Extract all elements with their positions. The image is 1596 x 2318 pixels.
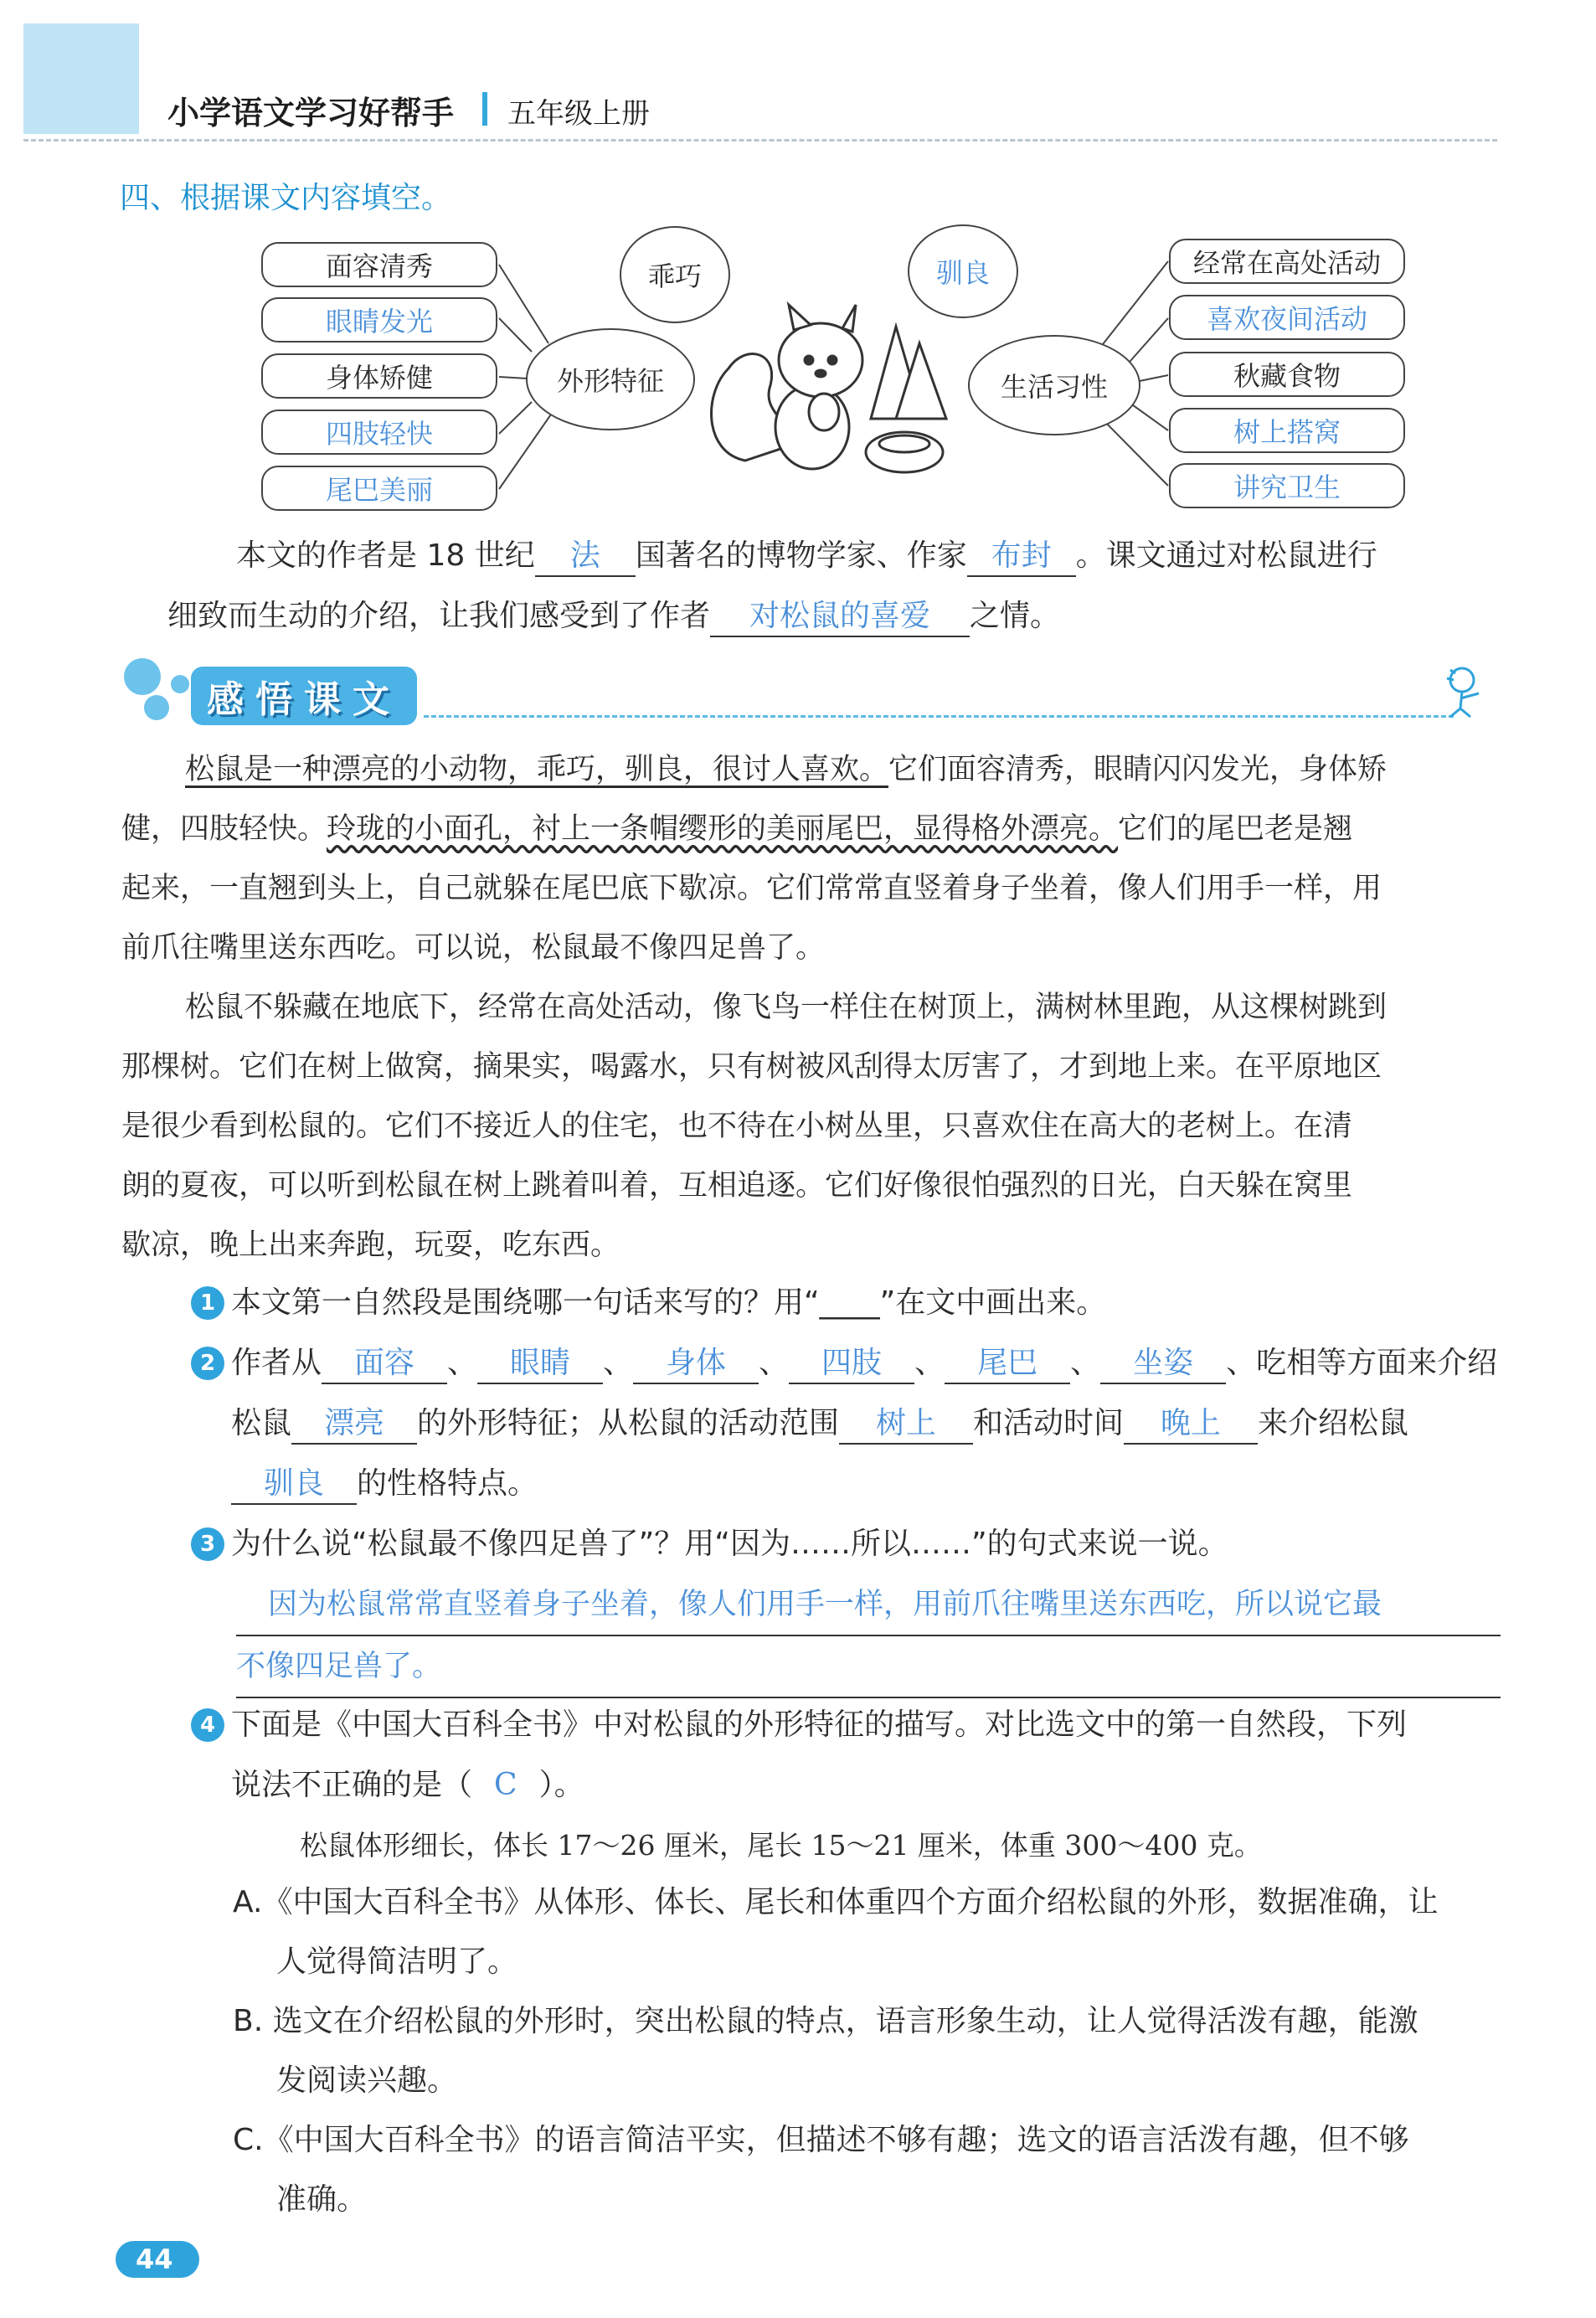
banner-dashed-line xyxy=(424,715,1454,718)
reading-child-icon xyxy=(1435,658,1499,722)
question-number-1: 1 xyxy=(191,1286,224,1320)
q2-blank-1: 面容 xyxy=(322,1344,447,1384)
page-number: 44 xyxy=(116,2241,199,2278)
q2-text: 松鼠 xyxy=(231,1406,292,1440)
left-pill-2: 眼睛发光 xyxy=(261,297,497,343)
q2-blank-time: 晚上 xyxy=(1124,1404,1258,1445)
fill-text: 之情。 xyxy=(970,599,1061,633)
q2-blank-trait: 驯良 xyxy=(231,1465,357,1505)
banner-bubble xyxy=(124,658,161,695)
cloud-docile: 驯良 xyxy=(908,224,1018,318)
q2-sep: 、 xyxy=(759,1346,790,1380)
question-2-line-3 xyxy=(231,1454,1504,1514)
right-pill-5: 讲究卫生 xyxy=(1169,463,1405,508)
cloud-clever: 乖巧 xyxy=(620,226,730,323)
banner-bubble xyxy=(171,675,189,693)
option-b-line-2: 发阅读兴趣。 xyxy=(276,2063,458,2098)
question-3-text: 为什么说“松鼠最不像四足兽了”？用“因为……所以……”的句式来说一说。 xyxy=(231,1527,1228,1561)
q2-sep: 、 xyxy=(1070,1346,1101,1380)
option-b-line-1: B. 选文在介绍松鼠的外形时，突出松鼠的特点，语言形象生动，让人觉得活泼有趣，能激 xyxy=(233,2004,1418,2038)
option-c-line-2: 准确。 xyxy=(276,2182,368,2217)
passage-line: 歇凉，晚上出来奔跑，玩耍，吃东西。 xyxy=(121,1229,620,1262)
encyclopedia-quote: 松鼠体形细长，体长 17～26 厘米，尾长 15～21 厘米，体重 300～400 克。 xyxy=(300,1829,1262,1862)
q4-text: 说法不正确的是（ xyxy=(231,1768,473,1802)
topic-sentence: 松鼠是一种漂亮的小动物，乖巧，驯良，很讨人喜欢。 xyxy=(185,753,889,786)
q2-blank-look: 漂亮 xyxy=(291,1404,417,1445)
passage-text: 它们的尾巴老是翘 xyxy=(1118,812,1353,846)
question-4-text-line-2 xyxy=(231,1755,1504,1816)
fill-line-2 xyxy=(167,586,1499,646)
fill-text: 。课文通过对松鼠进行 xyxy=(1075,538,1377,573)
passage-paragraph-2 xyxy=(121,978,1499,1275)
passage-line: 那棵树。它们在树上做窝，摘果实，喝露水，只有树被风刮得太厉害了，才到地上来。在平原地区 xyxy=(121,1050,1382,1084)
q2-text: 来介绍松鼠 xyxy=(1258,1406,1409,1440)
question-number-4: 4 xyxy=(191,1708,224,1742)
passage-text: 它们面容清秀，眼睛闪闪发光，身体矫 xyxy=(888,753,1387,786)
q2-sep: 、 xyxy=(603,1346,634,1380)
q4-answer: C xyxy=(494,1768,517,1802)
book-title: 小学语文学习好帮手 xyxy=(167,95,455,131)
q2-blank-4: 四肢 xyxy=(789,1344,914,1384)
question-number-3: 3 xyxy=(191,1527,224,1561)
left-pill-3: 身体矫健 xyxy=(261,353,497,399)
q2-text: 和活动时间 xyxy=(973,1406,1125,1440)
right-pill-2: 喜欢夜间活动 xyxy=(1169,295,1405,340)
cloud-appearance: 外形特征 xyxy=(526,328,695,430)
option-a-line-1: A.《中国大百科全书》从体形、体长、尾长和体重四个方面介绍松鼠的外形，数据准确，让 xyxy=(233,1885,1439,1919)
passage-text: 健，四肢轻快。 xyxy=(121,812,327,846)
option-a-line-2: 人觉得简洁明了。 xyxy=(276,1945,518,1979)
q2-blank-2: 眼睛 xyxy=(477,1344,603,1384)
passage-line: 前爪往嘴里送东西吃。可以说，松鼠最不像四足兽了。 xyxy=(121,931,826,965)
blank-country: 法 xyxy=(535,537,636,577)
q2-blank-6: 坐姿 xyxy=(1100,1344,1226,1384)
right-pill-3: 秋藏食物 xyxy=(1169,352,1405,397)
passage-line: 朗的夏夜，可以听到松鼠在树上跳着叫着，互相追逐。它们好像很怕强烈的日光，白天躲在窝里 xyxy=(121,1169,1353,1203)
q4-text: ）。 xyxy=(538,1768,584,1802)
q2-blank-range: 树上 xyxy=(839,1404,973,1445)
fill-line-1 xyxy=(236,526,1501,586)
fill-text: 国著名的博物学家、作家 xyxy=(635,538,967,573)
right-pill-1: 经常在高处活动 xyxy=(1169,239,1405,284)
q2-blank-3: 身体 xyxy=(633,1344,759,1384)
blank-feeling: 对松鼠的喜爱 xyxy=(710,597,970,637)
q2-sep: 、 xyxy=(447,1346,478,1380)
question-4-text-line-1: 下面是《中国大百科全书》中对松鼠的外形特征的描写。对比选文中的第一自然段，下列 xyxy=(231,1708,1408,1742)
grade-label: 五年级上册 xyxy=(507,97,650,131)
q2-text: 、吃相等方面来介绍 xyxy=(1226,1346,1498,1380)
question-2-line-2 xyxy=(231,1393,1504,1454)
banner-title: 感悟课文 xyxy=(207,678,401,721)
left-pill-4: 四肢轻快 xyxy=(261,410,497,455)
banner-bubble xyxy=(144,695,169,720)
passage-paragraph-1 xyxy=(121,740,1499,978)
question-2-line-1 xyxy=(231,1333,1504,1393)
left-pill-1: 面容清秀 xyxy=(261,242,497,287)
q2-text: 作者从 xyxy=(231,1346,322,1380)
fill-text: 本文的作者是 18 世纪 xyxy=(236,538,535,573)
passage-line: 松鼠不躲藏在地底下，经常在高处活动，像飞鸟一样住在树顶上，满树林里跑，从这棵树跳到 xyxy=(185,991,1387,1024)
q2-text: 的外形特征；从松鼠的活动范围 xyxy=(417,1406,840,1440)
blank-author: 布封 xyxy=(967,537,1076,577)
passage-line: 是很少看到松鼠的。它们不接近人的住宅，也不待在小树丛里，只喜欢住在高大的老树上。在清 xyxy=(121,1110,1353,1143)
option-c-line-1: C.《中国大百科全书》的语言简洁平实，但描述不够有趣；选文的语言活泼有趣，但不够 xyxy=(233,2123,1409,2157)
right-pill-4: 树上搭窝 xyxy=(1169,408,1405,453)
question-3-answer-line-2: 不像四足兽了。 xyxy=(236,1636,1501,1698)
q2-sep: 、 xyxy=(914,1346,945,1380)
question-3-answer-line-1: 因为松鼠常常直竖着身子坐着，像人们用手一样，用前爪往嘴里送东西吃，所以说它最 xyxy=(236,1574,1501,1636)
left-pill-5: 尾巴美丽 xyxy=(261,466,497,511)
section-banner xyxy=(191,667,417,725)
passage-line: 起来，一直翘到头上，自己就躲在尾巴底下歇凉。它们常常直竖着身子坐着，像人们用手一样，用 xyxy=(121,872,1382,905)
q2-text: 的性格特点。 xyxy=(357,1466,538,1501)
wavy-underlined-sentence: 玲珑的小面孔，衬上一条帽缨形的美丽尾巴，显得格外漂亮。 xyxy=(327,812,1119,846)
section-four-heading: 四、根据课文内容填空。 xyxy=(120,181,452,215)
question-number-2: 2 xyxy=(191,1347,224,1380)
squirrel-illustration xyxy=(695,293,971,477)
cloud-habits: 生活习性 xyxy=(968,335,1140,435)
q2-blank-5: 尾巴 xyxy=(945,1344,1070,1384)
fill-text: 细致而生动的介绍，让我们感受到了作者 xyxy=(167,599,711,633)
question-1-text: 本文第一自然段是围绕哪一句话来写的？用“____”在文中画出来。 xyxy=(231,1285,1107,1320)
